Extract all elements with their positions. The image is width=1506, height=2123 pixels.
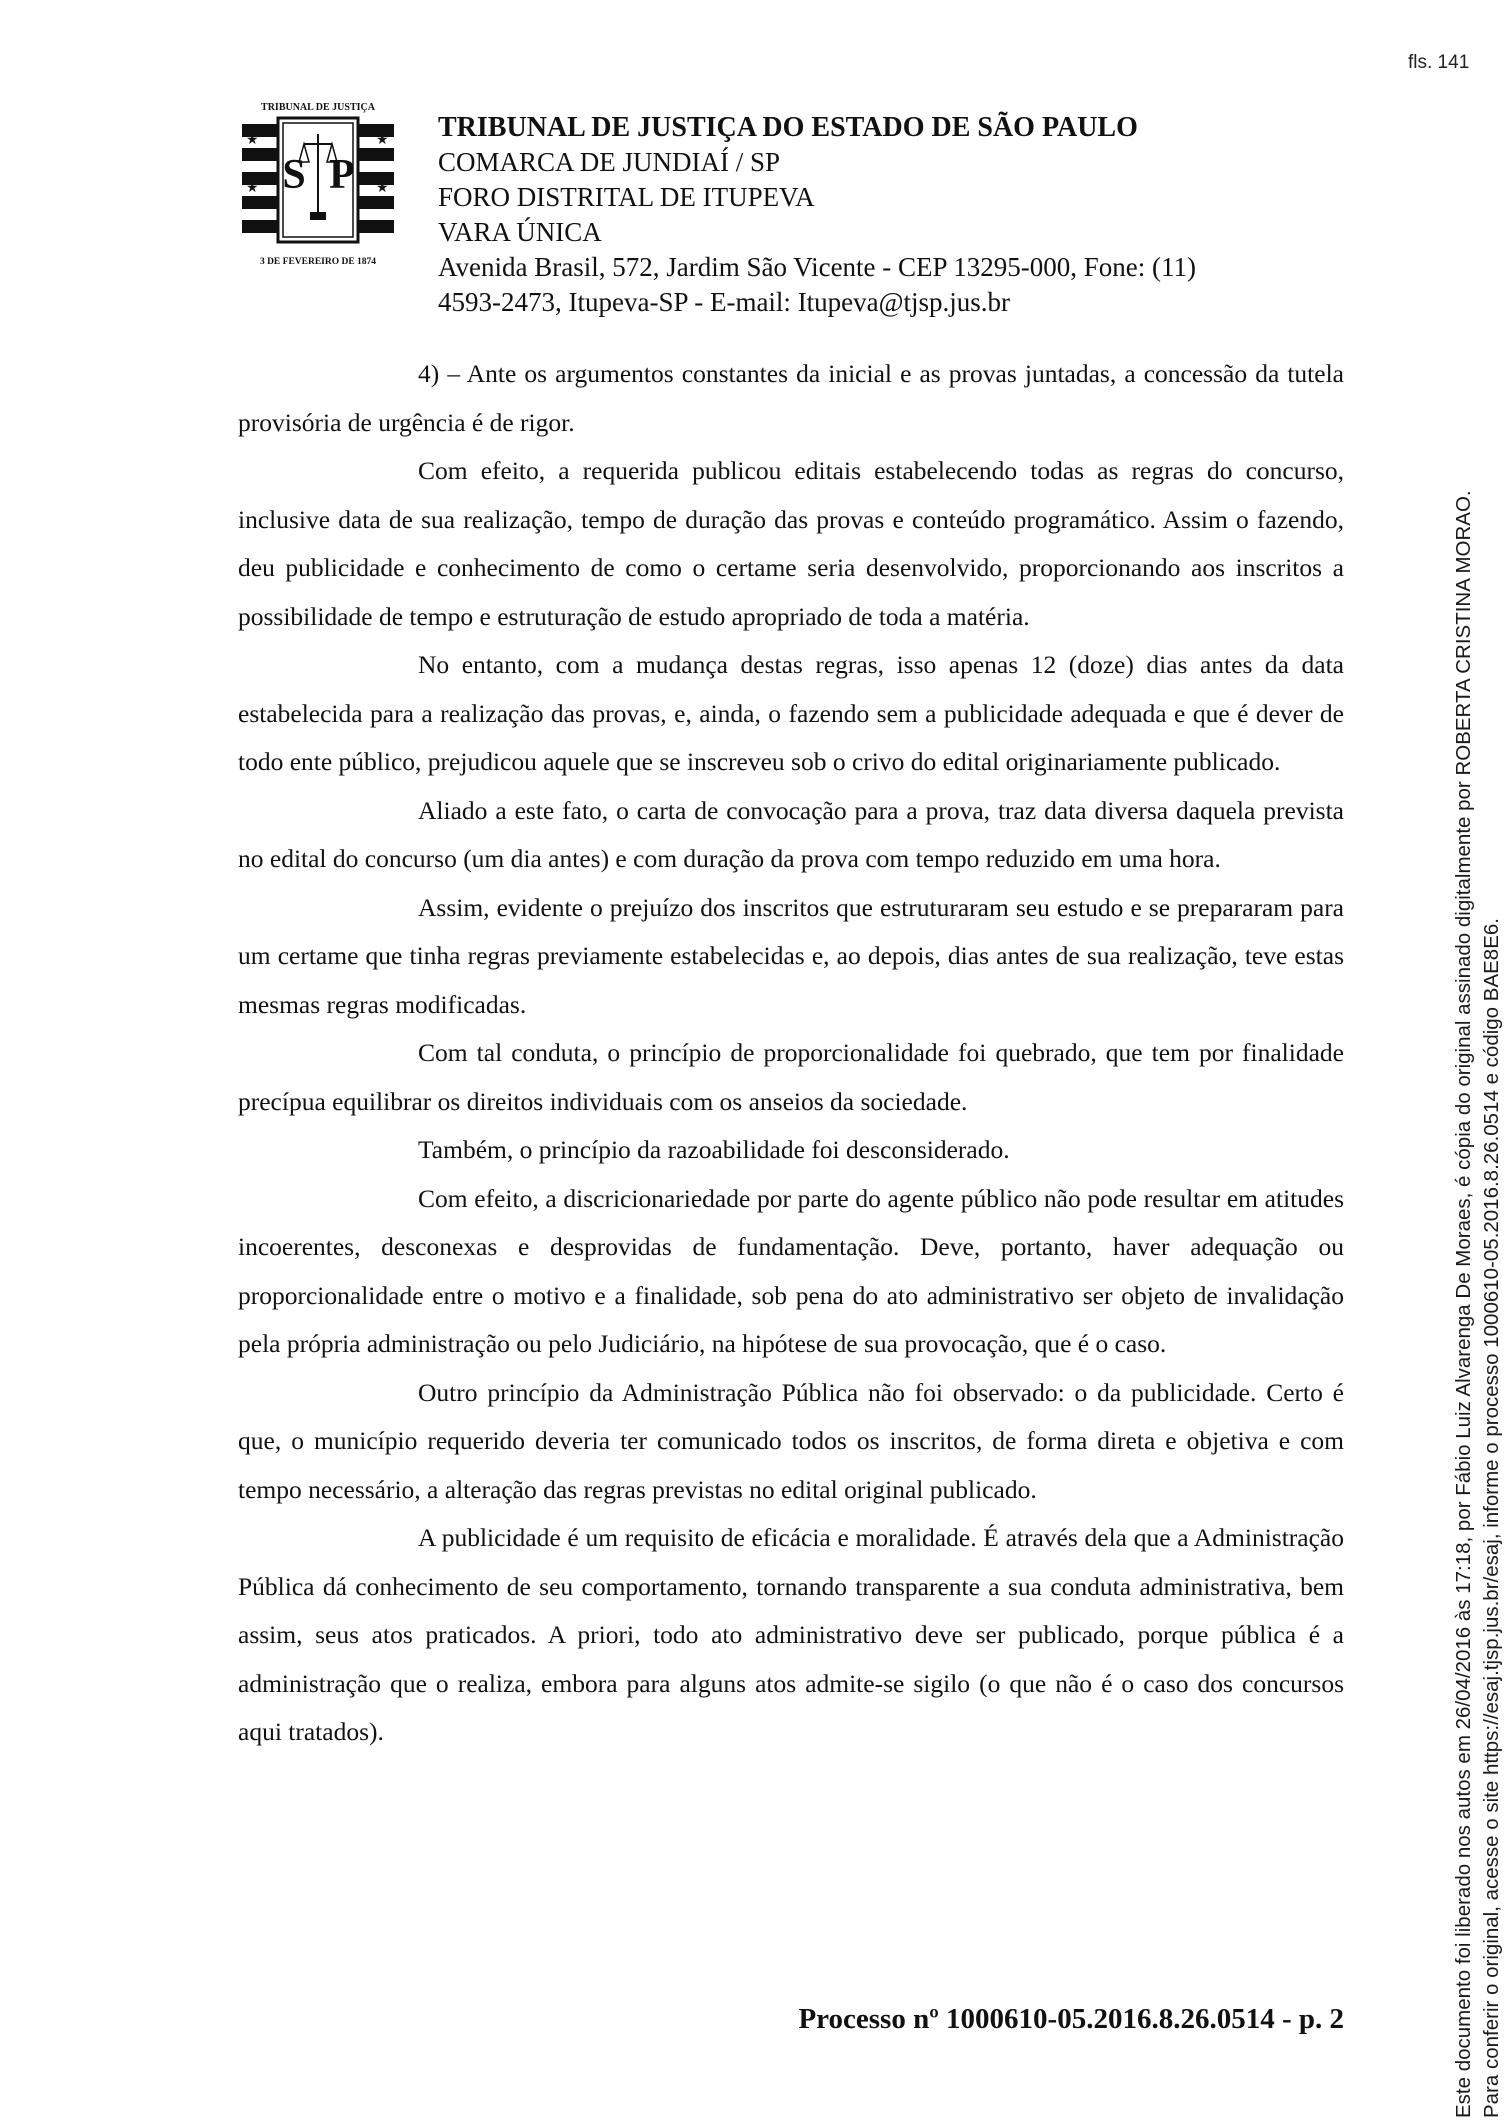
foro: FORO DISTRITAL DE ITUPEVA bbox=[438, 182, 815, 212]
page-number: fls. 141 bbox=[1408, 52, 1470, 73]
paragraph: A publicidade é um requisito de eficácia e moralidade. É através dela que a Administração Pública dá conhecimento de seu comportamento, tornando transparente a sua conduta administrativa, bem assim, seus atos praticados. A priori, todo ato administrativo deve ser publicado, porque pública é a administração que o realiza, embora para alguns atos admite-se sigilo (o que não é o caso dos concursos aqui tratados). bbox=[238, 1523, 1344, 1746]
vara: VARA ÚNICA bbox=[438, 217, 602, 247]
paragraph: No entanto, com a mudança destas regras, isso apenas 12 (doze) dias antes da data estabelecida para a realização das provas, e, ainda, o fazendo sem a publicidade adequada e que é dever de todo ente público, prejudicou aquele que se inscreveu sob o crivo do edital originariamente publicado. bbox=[238, 650, 1344, 776]
verification-note-line: Para conferir o original, acesse o site https://esaj.tjsp.jus.br/esaj, informe o processo 1000610-05.2016.8.26.0514 e código BAE8E6. bbox=[1480, 918, 1503, 2118]
paragraph: Com tal conduta, o princípio de proporcionalidade foi quebrado, que tem por finalidade precípua equilibrar os direitos individuais com os anseios da sociedade. bbox=[238, 1038, 1344, 1116]
paragraph: Com efeito, a requerida publicou editais estabelecendo todas as regras do concurso, inclusive data de sua realização, tempo de duração das provas e conteúdo programático. Assim o fazendo, deu publicidade e conhecimento de como o certame seria desenvolvido, proporcionando aos inscritos a possibilidade de tempo e estruturação de estudo apropriado de toda a matéria. bbox=[238, 456, 1344, 631]
svg-text:★: ★ bbox=[246, 132, 259, 148]
paragraph: Também, o princípio da razoabilidade foi desconsiderado. bbox=[418, 1135, 1010, 1164]
process-footer: Processo nº 1000610-05.2016.8.26.0514 - p. 2 bbox=[798, 2003, 1344, 2035]
svg-text:★: ★ bbox=[376, 180, 389, 196]
seal-text-bottom: 3 DE FEVEREIRO DE 1874 bbox=[259, 257, 377, 267]
digital-signature-note bbox=[1450, 490, 1506, 2118]
paragraph: 4) – Ante os argumentos constantes da inicial e as provas juntadas, a concessão da tutela provisória de urgência é de rigor. bbox=[238, 359, 1344, 437]
document-body bbox=[238, 350, 1344, 1757]
svg-text:★: ★ bbox=[376, 132, 389, 148]
paragraph: Outro princípio da Administração Pública não foi observado: o da publicidade. Certo é que, o município requerido deveria ter comunicado todos os inscritos, de forma direta e objetiva e com tempo necessário, a alteração das regras previstas no edital original publicado. bbox=[238, 1377, 1344, 1504]
paragraph: Assim, evidente o prejuízo dos inscritos que estruturaram seu estudo e se prepararam para um certame que tinha regras previamente estabelecidas e, ao depois, dias antes de sua realização, teve estas mesmas regras modificadas. bbox=[238, 892, 1344, 1019]
paragraph: Com efeito, a discricionariedade por parte do agente público não pode resultar em atitudes incoerentes, desconexas e desprovidas de fundamentação. Deve, portanto, haver adequação ou proporcionalidade entre o motivo e a finalidade, sob pena do ato administrativo ser objeto de invalidação pela própria administração ou pelo Judiciário, na hipótese de sua provocação, que é o caso. bbox=[238, 1183, 1344, 1358]
seal-text-top: TRIBUNAL DE JUSTIÇA bbox=[261, 102, 375, 113]
court-header bbox=[438, 110, 1258, 320]
comarca: COMARCA DE JUNDIAÍ / SP bbox=[438, 147, 781, 177]
signature-note-line: Este documento foi liberado nos autos em 26/04/2016 às 17:18, por Fábio Luiz Alvarenga De Moraes, é cópia do original assinado digitalmente por ROBERTA CRISTINA MORAO. bbox=[1452, 490, 1475, 2118]
seal-letter-p: P bbox=[329, 152, 355, 198]
court-seal-logo bbox=[242, 100, 394, 270]
paragraph: Aliado a este fato, o carta de convocação para a prova, traz data diversa daquela prevista no edital do concurso (um dia antes) e com duração da prova com tempo reduzido em uma hora. bbox=[238, 795, 1344, 873]
court-name: TRIBUNAL DE JUSTIÇA DO ESTADO DE SÃO PAULO bbox=[438, 112, 1138, 143]
court-address: Avenida Brasil, 572, Jardim São Vicente - CEP 13295-000, Fone: (11) 4593-2473, Itupeva-SP - E-mail: Itupeva@tjsp.jus.br bbox=[438, 252, 1197, 317]
seal-letter-s: S bbox=[282, 152, 306, 198]
svg-text:★: ★ bbox=[246, 180, 259, 196]
